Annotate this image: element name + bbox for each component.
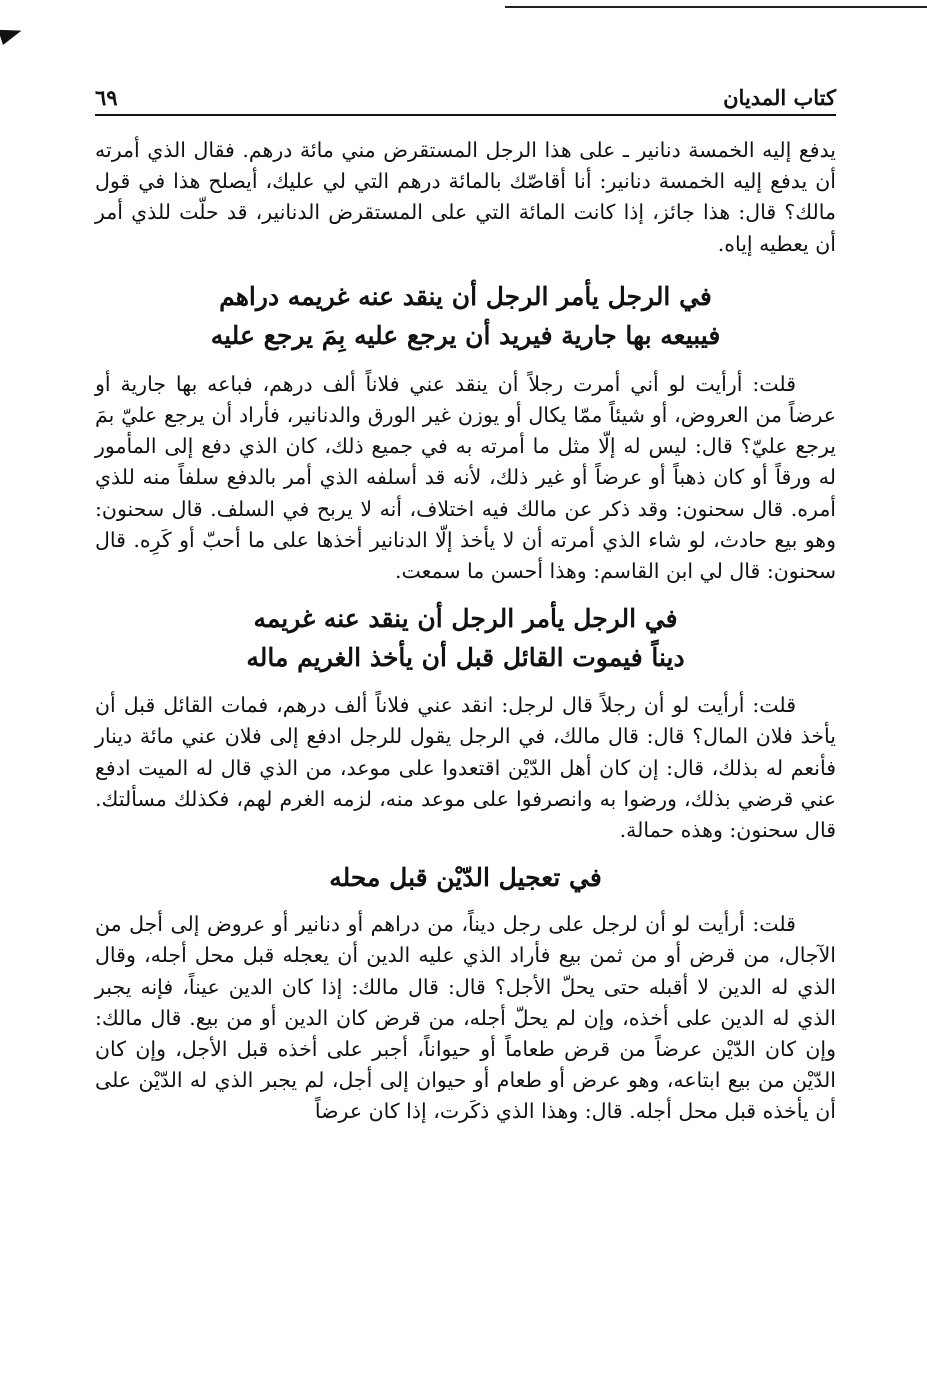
- page-header: [95, 84, 836, 116]
- page-body: [95, 135, 836, 1128]
- section-heading-line: ديناً فيموت القائل قبل أن يأخذ الغريم ماله: [246, 643, 685, 673]
- section-heading-line: في الرجل يأمر الرجل أن ينقد عنه غريمه دراهم: [219, 281, 712, 311]
- section-heading: [95, 599, 836, 677]
- page-number: ٦٩: [95, 85, 118, 110]
- body-paragraph: قلت: أرأيت لو أن لرجل على رجل ديناً، من دراهم أو دنانير أو عروض إلى أجل من الآجال، من قرض أو من ثمن بيع فأراد الذي عليه الدين أن يعجله قبل محل أجله، وقال الذي له الدين لا أقبله حتى يحلّ الأجل؟ قال: قال مالك: إذا كان الدين عيناً، فإنه يجبر الذي له الدين على أخذه، وإن لم يحلّ أجله، من قرض كان الدين أو من بيع. قال مالك: وإن كان الدّيْن عرضاً من قرض طعاماً أو حيواناً، أجبر على أخذه قبل الأجل، وإن كان الدّيْن من بيع ابتاعه، وهو عرض أو طعام أو حيوان إلى أجل، لم يجبر الذي له الدّيْن على أن يأخذه قبل محل أجله. قال: وهذا الذي ذكَرت، إذا كان عرضاً: [95, 912, 837, 1124]
- section-heading: [95, 858, 836, 897]
- section-heading-line: في الرجل يأمر الرجل أن ينقد عنه غريمه: [253, 604, 678, 634]
- body-paragraph: قلت: أرأيت لو أني أمرت رجلاً أن ينقد عني فلاناً ألف درهم، فباعه بها جارية أو عرضاً من العروض، أو شيئاً ممّا يكال أو يوزن غير الورق والدنانير، فأراد أن يرجع عليّ بمَ يرجع عليّ؟ قال: ليس له إلّا مثل ما أمرته به في جميع ذلك، كان الذي دفع إلى المأمور له ورقاً أو كان ذهباً أو عرضاً أو غير ذلك، لأنه قد أسلفه الذي أمر بالدفع سلفاً منه للذي أمره. قال سحنون: وقد ذكر عن مالك فيه اختلاف، أنه لا يربح في السلف. قال سحنون: وهو بيع حادث، لو شاء الذي أمرته أن لا يأخذ إلّا الدنانير أخذها على ما أحبّ أو كَرِه. قال سحنون: قال لي ابن القاسم: وهذا أحسن ما سمعت.: [95, 371, 836, 584]
- body-paragraph: يدفع إليه الخمسة دنانير ـ على هذا الرجل المستقرض مني مائة درهم. فقال الذي أمرته أن يدفع إليه الخمسة دنانير: أنا أقاصّك بالمائة درهم التي لي عليك، أيصلح هذا في قول مالك؟ قال: هذا جائز، إذا كانت المائة التي على المستقرض الدنانير، قد حلّت للذي أمر أن يعطيه إياه.: [95, 138, 836, 256]
- corner-mark: [0, 23, 24, 45]
- section-heading-line: في تعجيل الدّيْن قبل محله: [329, 863, 602, 893]
- section-heading-line: فيبيعه بها جارية فيريد أن يرجع عليه بِمَ يرجع عليه: [210, 320, 721, 350]
- book-title: كتاب المديان: [723, 85, 836, 110]
- body-paragraph: قلت: أرأيت لو أن رجلاً قال لرجل: انقد عني فلاناً ألف درهم، فمات القائل قبل أن يأخذ فلان المال؟ قال: قال مالك، في الرجل يقول للرجل ادفع إلى فلان عني مائة دينار فأنعم له بذلك، قال: إن كان أهل الدّيْن اقتعدوا على موعد، من الذي قال له الميت ادفع عني قرضي بذلك، ورضوا به وانصرفوا على موعد منه، لزمه الغرم لهم، فكذلك مسألتك. قال سحنون: وهذه حمالة.: [95, 693, 836, 843]
- section-heading: [95, 277, 836, 355]
- top-rule: [505, 6, 927, 8]
